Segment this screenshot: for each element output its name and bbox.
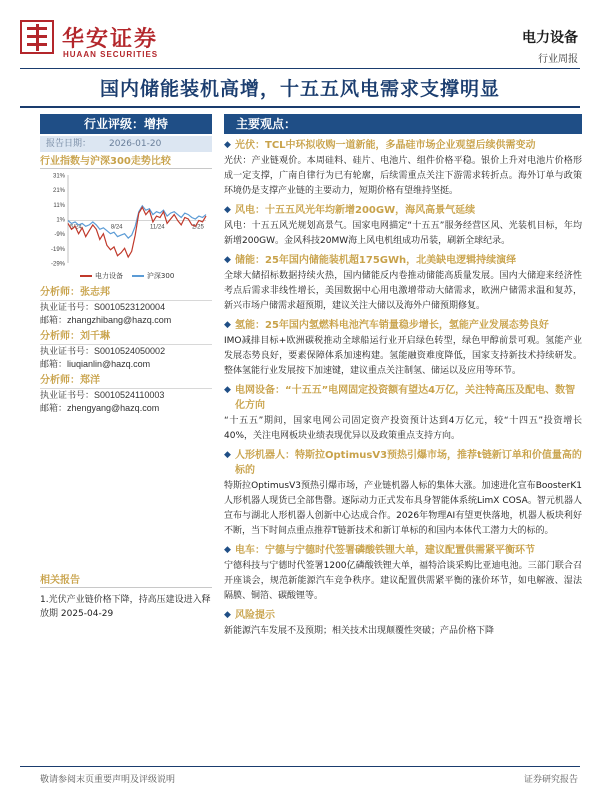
analyst-block bbox=[40, 286, 212, 415]
page-header bbox=[0, 0, 600, 70]
sidebar bbox=[40, 114, 212, 415]
section-risk bbox=[224, 608, 582, 639]
section-heading: ◆ 风险提示 bbox=[224, 610, 275, 621]
analyst-email: 邮箱：zhangzhibang@hazq.com bbox=[40, 315, 172, 325]
section-body: IMO减排目标+欧洲碳税推动全球船运行业开启绿色转型，绿色甲醇前景可观。氢能产业发展态势良好，要素保障体系加速构建。氢能融资难度降低，国家支持新技术持续研发。整体氢能行业发展按下加速键，建议重点关注制氢、储运以及应用等环节。 bbox=[224, 336, 582, 376]
header-divider bbox=[20, 68, 580, 69]
analyst-cert: 执业证书号：S0010523120004 bbox=[40, 302, 166, 312]
report-date bbox=[40, 136, 212, 152]
analyst-entry bbox=[40, 286, 212, 327]
section-robot bbox=[224, 448, 582, 539]
key-points-bar: 主要观点： bbox=[224, 114, 582, 134]
section-heading: ◆ 人形机器人：特斯拉OptimusV3预热引爆市场，推荐t链新订单和价值量高的标的 bbox=[224, 450, 582, 476]
logo-text: 华安证券 bbox=[62, 26, 159, 52]
logo-english: HUAAN SECURITIES bbox=[63, 50, 159, 59]
y-tick-label: -19% bbox=[50, 246, 65, 253]
report-type: 行业周报 bbox=[538, 54, 578, 65]
analyst-name: 分析师：张志邦 bbox=[40, 286, 212, 301]
y-tick-label: 31% bbox=[52, 173, 65, 180]
diamond-bullet-icon: ◆ bbox=[224, 450, 231, 460]
industry-label: 电力设备 bbox=[522, 30, 578, 46]
y-tick-label: -29% bbox=[50, 261, 65, 268]
x-tick-label: 11/24 bbox=[150, 224, 165, 231]
diamond-bullet-icon: ◆ bbox=[224, 385, 231, 395]
x-tick-label: 5/24 bbox=[70, 224, 82, 231]
footer-divider bbox=[20, 766, 580, 767]
analyst-entry bbox=[40, 330, 212, 371]
section-heading: ◆ 电车：宁德与宁德时代签署磷酸铁锂大单，建议配置供需紧平衡环节 bbox=[224, 545, 535, 556]
section-storage bbox=[224, 253, 582, 314]
date-value: 2026-01-20 bbox=[109, 139, 162, 149]
related-report-item: 1.光伏产业链价格下降，持高压建设进入释放期 2025-04-29 bbox=[40, 595, 211, 619]
main-content bbox=[224, 114, 582, 639]
y-tick-label: 1% bbox=[56, 217, 65, 224]
chart-title: 行业指数与沪深300走势比较 bbox=[40, 154, 212, 169]
analyst-cert: 执业证书号：S0010524050002 bbox=[40, 346, 166, 356]
section-body: “十五五”期间，国家电网公司固定资产投资预计达到4万亿元，较“十四五”投资增长40%，关注电网板块业绩表现优异以及政策重点支持方向。 bbox=[224, 416, 582, 441]
analyst-cert: 执业证书号：S0010524110003 bbox=[40, 390, 165, 400]
page-title: 国内储能装机高增，十五五风电需求支撑明显 bbox=[99, 78, 500, 100]
section-body: 风电：十五五风光规划高景气。国家电网描定“十五五”服务经营区风、光装机目标，年均新增200GW。金风科技20MW海上风电机组成功吊装，刷新全球纪录。 bbox=[224, 221, 582, 246]
section-heading: ◆ 电网设备：“十五五”电网固定投资额有望达4万亿，关注特高压及配电、数智化方向 bbox=[224, 385, 576, 411]
y-tick-label: -9% bbox=[54, 232, 65, 239]
y-tick-label: 21% bbox=[52, 188, 65, 195]
section-grid bbox=[224, 383, 582, 444]
analyst-email: 邮箱：liuqianlin@hazq.com bbox=[40, 359, 151, 369]
x-tick-label: 2/25 bbox=[192, 224, 204, 231]
legend-industry: 电力设备 bbox=[95, 272, 123, 280]
diamond-bullet-icon: ◆ bbox=[224, 140, 231, 150]
section-hydrogen bbox=[224, 318, 582, 379]
diamond-bullet-icon: ◆ bbox=[224, 545, 231, 555]
chart-svg bbox=[40, 171, 212, 283]
diamond-bullet-icon: ◆ bbox=[224, 255, 231, 265]
section-body: 特斯拉OptimusV3预热引爆市场，产业链机器人标的集体大涨。加速进化宣布BoosterK1人形机器人现货已全部售罄。逐际动力正式发布具身智能体系统LimX COSA。智元机器人宣布与湖北人形机器人创新中心达成合作。2026年物理AI有望更快落地，机器人板块利好不断，当下时间点重点推荐T链新技术和新订单标的和国内本体代工潜力大的标的。 bbox=[224, 481, 582, 536]
diamond-bullet-icon: ◆ bbox=[224, 610, 231, 620]
section-body: 光伏：产业链观价。本周硅料、硅片、电池片、组件价格平稳。银价上升对电池片价格形成一定支撑，广南自律行为已有轮廓，后续需重点关注下游需求转折点。海外订单与政策环境仍是支撑产业链的主要动力，短期价格有望维持坚挺。 bbox=[224, 156, 582, 196]
diamond-bullet-icon: ◆ bbox=[224, 205, 231, 215]
section-heading: ◆ 氢能：25年国内氢燃料电池汽车销量稳步增长，氢能产业发展态势良好 bbox=[224, 320, 549, 331]
y-tick-label: 11% bbox=[53, 202, 65, 209]
related-reports-title: 相关报告 bbox=[40, 573, 212, 588]
analyst-name: 分析师：刘千琳 bbox=[40, 330, 212, 345]
legend-swatch-industry bbox=[80, 275, 92, 277]
analyst-entry bbox=[40, 374, 212, 415]
footer-label: 证券研究报告 bbox=[523, 775, 578, 785]
section-heading: ◆ 储能：25年国内储能装机超175GWh，北美缺电逻辑持续演绎 bbox=[224, 255, 517, 266]
logo-mark-icon bbox=[20, 20, 54, 54]
section-wind bbox=[224, 203, 582, 249]
rating-bar: 行业评级：增持 bbox=[40, 114, 212, 134]
title-divider bbox=[20, 106, 580, 108]
section-heading: ◆ 风电：十五五风光年均新增200GW，海风高景气延续 bbox=[224, 205, 476, 216]
series-line bbox=[68, 207, 206, 257]
footer-disclaimer: 敬请参阅末页重要声明及评级说明 bbox=[40, 775, 176, 785]
section-body: 宁德科技与宁德时代签署1200亿磷酸铁锂大单，福特洽谈采购比亚迪电池。三部门联合召开座谈会，规范新能源汽车竞争秩序。建议配置供需紧平衡的涨价环节，如电解液、湿法隔膜、铜箔、碳酸锂等。 bbox=[224, 561, 582, 601]
index-chart bbox=[40, 171, 212, 283]
analyst-name: 分析师：郑洋 bbox=[40, 374, 212, 389]
section-solar bbox=[224, 138, 582, 199]
section-ev bbox=[224, 543, 582, 604]
x-tick-label: 8/24 bbox=[110, 224, 123, 231]
section-body: 新能源汽车发展不及预期；相关技术出现颠覆性突破；产品价格下降 bbox=[224, 626, 495, 636]
diamond-bullet-icon: ◆ bbox=[224, 320, 231, 330]
legend-swatch-hs300 bbox=[132, 275, 144, 277]
date-label: 报告日期： bbox=[46, 139, 92, 149]
section-heading: ◆ 光伏：TCL中环拟收购一道新能，多晶硅市场企业观望后续供需变动 bbox=[224, 140, 536, 151]
section-body: 全球大储招标数据持续火热，国内储能反内卷推动储能高质量发展。国内大储迎来经济性考点后需求非线性增长，美国数据中心用电激增带动大储需求，欧洲户储需求温和复苏，新兴市场户储需求超预期，建议关注大储以及海外户储预期修复。 bbox=[224, 271, 582, 311]
legend-hs300: 沪深300 bbox=[146, 272, 175, 280]
analyst-email: 邮箱：zhengyang@hazq.com bbox=[40, 403, 160, 413]
chart-legend bbox=[80, 271, 174, 281]
